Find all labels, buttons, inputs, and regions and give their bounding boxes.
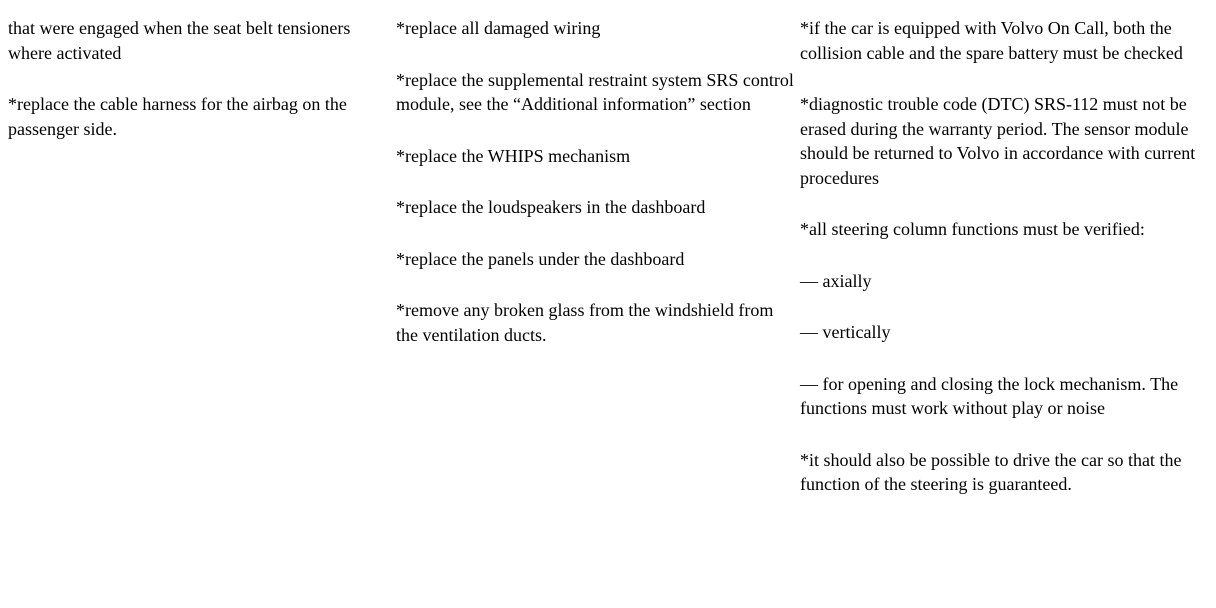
paragraph-seat-belt-tensioners: that were engaged when the seat belt tensioners where activated <box>8 18 351 63</box>
list-item-vertically: — vertically <box>800 322 891 342</box>
paragraph-dashboard-panels: *replace the panels under the dashboard <box>396 248 685 269</box>
paragraph-srs-control-module: *replace the supplemental restraint system SRS control module, see the “Additional information” section <box>396 69 794 114</box>
paragraph-loudspeakers: *replace the loudspeakers in the dashboard <box>396 197 706 217</box>
paragraph-whips-mechanism: *replace the WHIPS mechanism <box>396 145 631 166</box>
paragraph-dtc-srs-112: *diagnostic trouble code (DTC) SRS-112 must not be erased during the warranty period. The sensor module should be returned to Volvo in accordance with current procedures <box>800 94 1196 188</box>
column-right <box>800 16 1208 497</box>
list-item-lock-mechanism: — for opening and closing the lock mechanism. The functions must work without play or noise <box>800 373 1179 418</box>
paragraph-broken-glass: *remove any broken glass from the windshield from the ventilation ducts. <box>396 300 774 345</box>
list-item-axially: — axially <box>800 270 872 291</box>
paragraph-steering-column-functions: *all steering column functions must be verified: <box>800 219 1145 239</box>
paragraph-drive-car-steering: *it should also be possible to drive the car so that the function of the steering is guaranteed. <box>800 449 1182 494</box>
paragraph-airbag-cable-harness: *replace the cable harness for the airbag on the passenger side. <box>8 94 347 139</box>
paragraph-damaged-wiring: *replace all damaged wiring <box>396 18 601 38</box>
paragraph-volvo-on-call: *if the car is equipped with Volvo On Call, both the collision cable and the spare battery must be checked <box>800 18 1183 63</box>
column-middle <box>396 16 796 347</box>
column-left <box>8 16 393 168</box>
